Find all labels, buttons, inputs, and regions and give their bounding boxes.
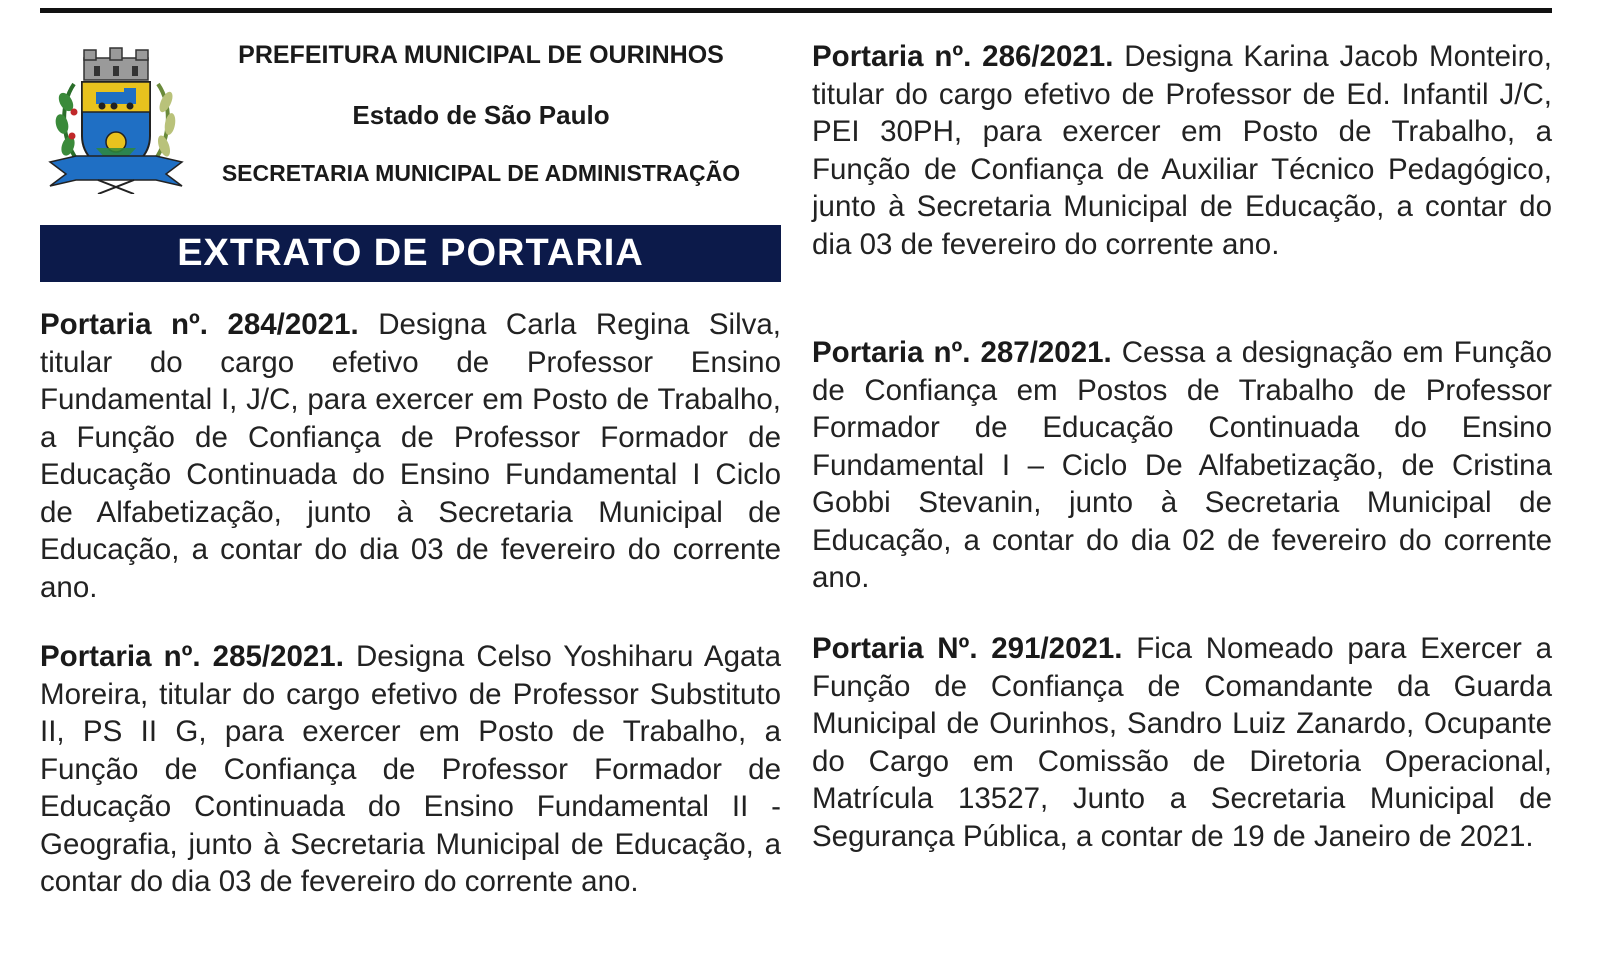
portaria-text: Cessa a designação em Função de Confiança em Postos de Trabalho de Professor Formador de Educação Continuada do Ensino Fundamental I – Ciclo De Alfabetização, de Cristina Gobbi Stevanin, junto à Secretaria Municipal de Educação, a contar do dia 02 de fevereiro do corrente ano. [812,336,1553,594]
top-rule [40,8,1552,13]
header-prefeitura: PREFEITURA MUNICIPAL DE OURINHOS [238,41,724,69]
portaria-287 [812,334,1552,597]
portaria-text: Designa Carla Regina Silva, titular do cargo efetivo de Professor Ensino Fundamental I, J/C, para exercer em Posto de Trabalho, a Função de Confiança de Professor Formador de Educação Continuada do Ensino Fundamental I Ciclo de Alfabetização, junto à Secretaria Municipal de Educação, a contar do dia 03 de fevereiro do corrente ano. [40,308,782,604]
coat-of-arms-icon [46,44,186,194]
portaria-number: Portaria nº. 287/2021. [812,336,1112,369]
header-estado: Estado de São Paulo [352,100,610,130]
portaria-text: Fica Nomeado para Exercer a Função de Confiança de Comandante da Guarda Municipal de Ourinhos, Sandro Luiz Zanardo, Ocupante do Cargo em Comissão de Diretoria Operacional, Matrícula 13527, Junto a Secretaria Municipal de Segurança Pública, a contar de 19 de Janeiro de 2021. [812,632,1552,853]
portaria-285 [40,638,781,901]
section-banner: EXTRATO DE PORTARIA [40,225,781,282]
portaria-number: Portaria nº. 286/2021. [812,40,1114,73]
portaria-number: Portaria nº. 285/2021. [40,640,344,673]
portaria-text: Designa Celso Yoshiharu Agata Moreira, titular do cargo efetivo de Professor Substituto II, PS II G, para exercer em Posto de Trabalho, a Função de Confiança de Professor Formador de Educação Continuada do Ensino Fundamental II - Geografia, junto à Secretaria Municipal de Educação, a contar do dia 03 de fevereiro do corrente ano. [40,640,781,898]
portaria-number: Portaria nº. 284/2021. [40,308,359,341]
portaria-284 [40,306,781,606]
portaria-text: Designa Karina Jacob Monteiro, titular do cargo efetivo de Professor de Ed. Infantil J/C, PEI 30PH, para exercer em Posto de Trabalho, a Função de Confiança de Auxiliar Técnico Pedagógico, junto à Secretaria Municipal de Educação, a contar do dia 03 de fevereiro do corrente ano. [812,40,1553,261]
header-secretaria: SECRETARIA MUNICIPAL DE ADMINISTRAÇÃO [221,160,741,186]
portaria-291 [812,630,1552,855]
portaria-286 [812,38,1552,263]
portaria-number: Portaria Nº. 291/2021. [812,632,1123,665]
